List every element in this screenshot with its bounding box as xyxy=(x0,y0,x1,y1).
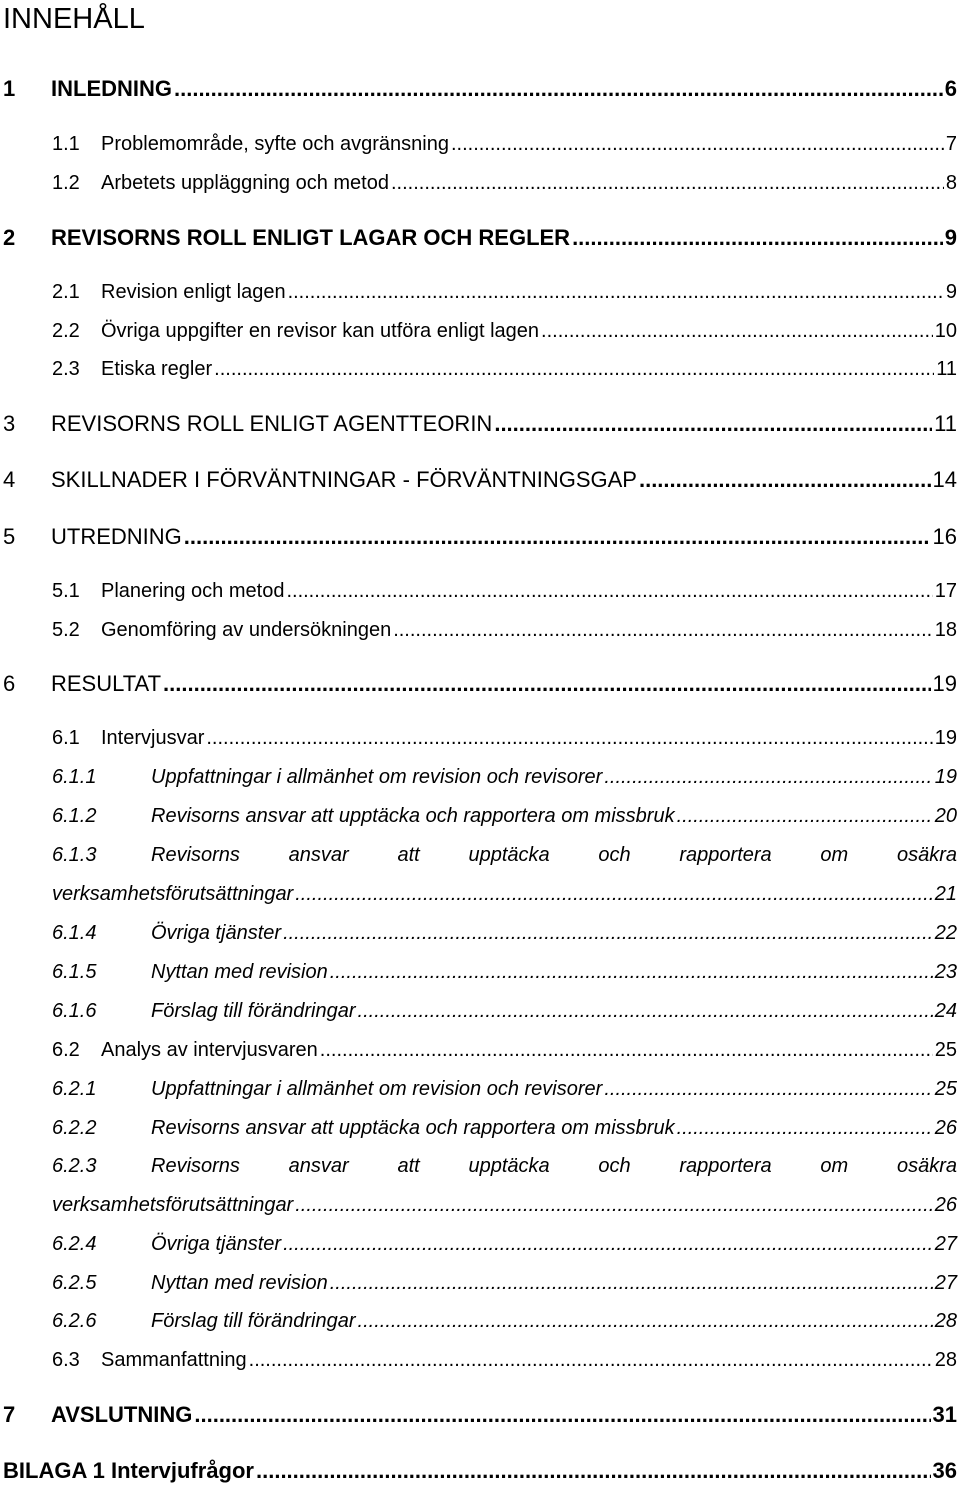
toc-page-number: 14 xyxy=(932,467,957,492)
dot-leader xyxy=(391,172,944,195)
toc-title-word: upptäcka xyxy=(468,844,550,866)
toc-title: Nyttan med revision xyxy=(151,961,328,983)
toc-number: 6.2.2 xyxy=(52,1117,97,1139)
toc-page-number: 19 xyxy=(932,671,957,696)
toc-entry-2[interactable] xyxy=(0,225,960,251)
toc-title: Uppfattningar i allmänhet om revision och revisorer xyxy=(151,766,603,788)
toc-title-word: upptäcka xyxy=(468,1155,550,1177)
dot-leader xyxy=(393,619,933,642)
toc-entry-6-3[interactable] xyxy=(0,1349,960,1372)
toc-page-number: 16 xyxy=(932,524,957,549)
toc-number: 7 xyxy=(3,1402,16,1427)
dot-leader xyxy=(214,358,934,381)
dot-leader xyxy=(295,1194,933,1217)
dot-leader xyxy=(174,76,943,102)
toc-number: 6.2 xyxy=(52,1039,80,1061)
toc-title-word: osäkra xyxy=(896,844,957,866)
toc-entry-line xyxy=(0,1155,960,1178)
toc-title-word: Revisorns xyxy=(151,1155,240,1177)
toc-title-word: ansvar xyxy=(288,844,349,866)
toc-number: 4 xyxy=(3,467,16,492)
toc-title-word: rapportera xyxy=(679,844,772,866)
toc-page-number: 20 xyxy=(934,805,957,827)
dot-leader xyxy=(283,1233,933,1256)
dot-leader xyxy=(184,524,931,550)
toc-number: 6 xyxy=(3,671,16,696)
toc-page-number: 21 xyxy=(934,883,957,905)
toc-title: UTREDNING xyxy=(51,524,182,549)
toc-entry-1-1[interactable] xyxy=(0,133,960,156)
toc-page-number: 10 xyxy=(934,320,957,342)
dot-leader xyxy=(206,727,932,750)
toc-page-number: 25 xyxy=(934,1039,957,1061)
toc-number: 1.1 xyxy=(52,133,80,155)
dot-leader xyxy=(358,1000,933,1023)
dot-leader xyxy=(451,133,944,156)
toc-number: 6.3 xyxy=(52,1349,80,1371)
dot-leader xyxy=(256,1458,931,1484)
toc-title: Revisorns ansvar att upptäcka och rapportera om missbruk xyxy=(151,1117,675,1139)
toc-title-word: Revisorns xyxy=(151,844,240,866)
toc-title-word: ansvar xyxy=(288,1155,349,1177)
toc-number: 6.2.4 xyxy=(52,1233,97,1255)
toc-entry-6-1-5[interactable] xyxy=(0,961,960,984)
dot-leader xyxy=(194,1402,930,1428)
dot-leader xyxy=(677,805,933,828)
toc-entry-2-1[interactable] xyxy=(0,281,960,304)
toc-entry-6-2-1[interactable] xyxy=(0,1078,960,1101)
toc-title: REVISORNS ROLL ENLIGT LAGAR OCH REGLER xyxy=(51,225,571,250)
toc-page-number: 8 xyxy=(945,172,957,194)
toc-entry-6[interactable] xyxy=(0,671,960,697)
toc-page-number: 28 xyxy=(934,1349,957,1371)
toc-entry-2-3[interactable] xyxy=(0,358,960,381)
toc-number: 6.1.1 xyxy=(52,766,97,788)
toc-title: Förslag till förändringar xyxy=(151,1000,356,1022)
toc-title: Förslag till förändringar xyxy=(151,1310,356,1332)
toc-entry-5-2[interactable] xyxy=(0,619,960,642)
toc-page-number: 17 xyxy=(934,580,957,602)
toc-title: Övriga uppgifter en revisor kan utföra enligt lagen xyxy=(101,320,540,342)
dot-leader xyxy=(283,922,933,945)
toc-entry-2-2[interactable] xyxy=(0,320,960,343)
dot-leader xyxy=(358,1310,933,1333)
toc-number: 6.2.5 xyxy=(52,1272,97,1294)
toc-number: 6.2.6 xyxy=(52,1310,97,1332)
toc-title: REVISORNS ROLL ENLIGT AGENTTEORIN xyxy=(51,411,493,436)
dot-leader xyxy=(330,1272,933,1295)
toc-page-number: 23 xyxy=(934,961,957,983)
dot-leader xyxy=(320,1039,933,1062)
toc-number: 1.2 xyxy=(52,172,80,194)
dot-leader xyxy=(677,1117,933,1140)
toc-title: Sammanfattning xyxy=(101,1349,247,1371)
toc-title-word: och xyxy=(598,844,631,866)
toc-page-number: 11 xyxy=(936,358,957,380)
toc-entry-line xyxy=(0,1194,960,1217)
toc-number: 6.1.4 xyxy=(52,922,97,944)
toc-page-number: 27 xyxy=(934,1233,957,1255)
toc-title: Revision enligt lagen xyxy=(101,281,286,303)
toc-number: 6.1.3 xyxy=(52,844,97,866)
toc-title: Övriga tjänster xyxy=(151,922,282,944)
toc-title-justified xyxy=(151,1155,957,1178)
toc-entry-6-1[interactable] xyxy=(0,727,960,750)
dot-leader xyxy=(330,961,933,984)
toc-number: 6.1 xyxy=(52,727,80,749)
toc-page-number: 28 xyxy=(934,1310,957,1332)
toc-entry-line xyxy=(0,883,960,906)
toc-entry-6-1-4[interactable] xyxy=(0,922,960,945)
toc-title-continuation: verksamhetsförutsättningar xyxy=(52,1194,294,1216)
toc-entry-6-2[interactable] xyxy=(0,1039,960,1062)
toc-title: Problemområde, syfte och avgränsning xyxy=(101,133,449,155)
toc-title: Planering och metod xyxy=(101,580,285,602)
toc-number: 5 xyxy=(3,524,16,549)
toc-page-number: 36 xyxy=(932,1458,957,1483)
toc-title-word: om xyxy=(820,1155,849,1177)
toc-title: SKILLNADER I FÖRVÄNTNINGAR - FÖRVÄNTNINGSGAP xyxy=(51,467,637,492)
toc-title: Övriga tjänster xyxy=(151,1233,282,1255)
toc-title-word: osäkra xyxy=(896,1155,957,1177)
toc-title: Arbetets uppläggning och metod xyxy=(101,172,389,194)
toc-number: 2 xyxy=(3,225,16,250)
toc-number: 6.1.6 xyxy=(52,1000,97,1022)
toc-page-number: 9 xyxy=(945,281,957,303)
toc-page-number: 26 xyxy=(934,1194,957,1216)
dot-leader xyxy=(572,225,943,251)
dot-leader xyxy=(604,766,932,789)
toc-entry-6-2-2[interactable] xyxy=(0,1117,960,1140)
toc-page-number: 24 xyxy=(934,1000,957,1022)
toc-number: 2.2 xyxy=(52,320,80,342)
toc-entry-4[interactable] xyxy=(0,467,960,493)
toc-title: Revisorns ansvar att upptäcka och rapportera om missbruk xyxy=(151,805,675,827)
dot-leader xyxy=(604,1078,932,1101)
toc-page-number: 31 xyxy=(932,1402,957,1427)
toc-entry-5-1[interactable] xyxy=(0,580,960,603)
toc-title: Intervjusvar xyxy=(101,727,205,749)
toc-entry-3[interactable] xyxy=(0,411,960,437)
toc-title: Etiska regler xyxy=(101,358,213,380)
toc-entry-1-2[interactable] xyxy=(0,172,960,195)
toc-page-number: 7 xyxy=(945,133,957,155)
dot-leader xyxy=(541,320,933,343)
toc-entry-6-2-6[interactable] xyxy=(0,1310,960,1333)
toc-number: 6.2.3 xyxy=(52,1155,97,1177)
toc-number: 2.3 xyxy=(52,358,80,380)
toc-number: 6.1.2 xyxy=(52,805,97,827)
dot-leader xyxy=(295,883,933,906)
toc-entry-line xyxy=(0,844,960,867)
dot-leader xyxy=(163,671,931,697)
toc-title: AVSLUTNING xyxy=(51,1402,193,1427)
dot-leader xyxy=(288,281,944,304)
dot-leader xyxy=(639,467,931,493)
toc-page-number: 22 xyxy=(934,922,957,944)
toc-title: Nyttan med revision xyxy=(151,1272,328,1294)
toc-title: BILAGA 1 Intervjufrågor xyxy=(3,1458,254,1483)
toc-entry-1[interactable] xyxy=(0,76,960,102)
toc-page-number: 25 xyxy=(934,1078,957,1100)
toc-title-word: att xyxy=(397,844,420,866)
toc-entry-7[interactable] xyxy=(0,1402,960,1428)
toc-title: Uppfattningar i allmänhet om revision och revisorer xyxy=(151,1078,603,1100)
toc-title: Analys av intervjusvaren xyxy=(101,1039,318,1061)
page-title: INNEHÅLL xyxy=(3,3,145,35)
toc-title-justified xyxy=(151,844,957,867)
toc-number: 5.2 xyxy=(52,619,80,641)
toc-page-number: 11 xyxy=(934,411,957,436)
toc-entry-6-2-4[interactable] xyxy=(0,1233,960,1256)
toc-number: 5.1 xyxy=(52,580,80,602)
toc-title-continuation: verksamhetsförutsättningar xyxy=(52,883,294,905)
toc-number: 1 xyxy=(3,76,16,101)
toc-number: 3 xyxy=(3,411,16,436)
toc-page-number: 27 xyxy=(934,1272,957,1294)
toc-title: INLEDNING xyxy=(51,76,172,101)
toc-page-number: 6 xyxy=(944,76,957,101)
toc-page-number: 9 xyxy=(944,225,957,250)
dot-leader xyxy=(249,1349,933,1372)
dot-leader xyxy=(286,580,932,603)
toc-number: 2.1 xyxy=(52,281,80,303)
toc-title: RESULTAT xyxy=(51,671,162,696)
toc-title-word: om xyxy=(820,844,849,866)
toc-entry-appendix-1[interactable] xyxy=(0,1458,960,1484)
toc-number: 6.1.5 xyxy=(52,961,97,983)
toc-entry-5[interactable] xyxy=(0,524,960,550)
toc-entry-6-1-1[interactable] xyxy=(0,766,960,789)
toc-entry-6-1-6[interactable] xyxy=(0,1000,960,1023)
dot-leader xyxy=(494,411,932,437)
toc-page-number: 26 xyxy=(934,1117,957,1139)
toc-title: Genomföring av undersökningen xyxy=(101,619,392,641)
toc-entry-6-1-2[interactable] xyxy=(0,805,960,828)
toc-entry-6-2-5[interactable] xyxy=(0,1272,960,1295)
toc-title-word: rapportera xyxy=(679,1155,772,1177)
toc-title-word: att xyxy=(397,1155,420,1177)
toc-page-number: 19 xyxy=(934,727,957,749)
toc-number: 6.2.1 xyxy=(52,1078,97,1100)
toc-page-number: 18 xyxy=(934,619,957,641)
toc-title-word: och xyxy=(598,1155,631,1177)
toc-page-number: 19 xyxy=(934,766,957,788)
